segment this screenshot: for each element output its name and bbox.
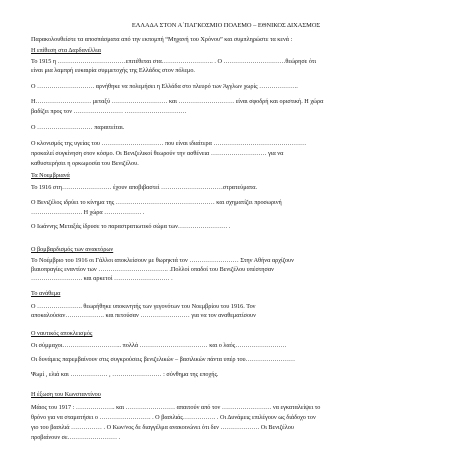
- text-line: ……………………. Η χώρα ……………… .: [31, 209, 145, 216]
- text-line: Οι σύμμαχοι……………………….. πολλά …………………………… και ο λαός…………………….: [31, 342, 287, 349]
- text-line: Ο Βενιζέλος ιδρύει το κίνημα της ………………………………………… και σχηματίζει προσωρινή: [31, 199, 282, 206]
- section-heading: Το ανάθεμα: [31, 290, 61, 297]
- text-line: Οι δυνάμεις παρεμβαίνουν στις συγκρούσεις βενιζελικών – βασιλικών πάντα υπέρ του……………………: [31, 356, 296, 363]
- text-line: ……………………. και αρκετοί ……………………… .: [31, 275, 173, 282]
- text-line: Ο ……………………… παραιτείται.: [31, 124, 125, 131]
- section-heading: Ο ναυτικός αποκλεισμός: [31, 330, 93, 337]
- text-line: βιαιοπραγίες εναντίον των ……………………………. .Πολλοί οπαδοί του Βενιζέλου υπέστησαν: [31, 266, 274, 273]
- text-line: προκαλεί συγκίνηση στον κόσμο. Οι Βενιζελικοί θεωρούν την ασθένεια ……………………… για να: [31, 150, 284, 157]
- section-heading: Τα Νοεμβριανά: [31, 172, 70, 179]
- text-line: βαδίζει προς τον …………………… …………………………: [31, 108, 187, 115]
- text-line: Μάιος του 1917 : ………………. και …………………… απαιτούν από τον …………………… να εγκαταλείψει το: [31, 404, 321, 411]
- section-heading: Η επίθεση στα Δαρδανέλλια: [31, 47, 102, 54]
- text-line: είναι μια λαμπρή ευκαιρία συμμετοχής της Ελλάδος στον πόλεμο.: [31, 67, 195, 74]
- text-line: Ο κλονισμός της υγείας του ………………………… που είναι ιδιαίτερα ………………………………………: [31, 140, 307, 147]
- text-line: Το 1915 η ……………………………επιτέθεται στα……………………. . Ο …………………………θεώρησε ότι: [31, 58, 317, 65]
- section-heading: Η έξωση του Κωνσταντίνου: [31, 391, 101, 398]
- text-line: Ο ………………………. αρνήθηκε να πολεμήσει η Ελλάδα στο πλευρό των Άγγλων χωρίς ……………….: [31, 83, 298, 90]
- page-title: ΕΛΛΑΔΑ ΣΤΟΝ Α΄ΠΑΓΚΟΣΜΙΟ ΠΟΛΕΜΟ – ΕΘΝΙΚΟΣ ΔΙΧΑΣΜΟΣ: [131, 22, 321, 29]
- intro-text: Παρακολουθείστε τα αποσπάσματα από την εκπομπή “Μηχανή του Χρόνου” και συμπληρώστε τα κενά :: [31, 36, 293, 43]
- text-line: γιο του βασιλιά …………… . Ο Κων/νος δε διαγγέλμα ανακοινώνει ότι δεν ………………. Οι Βενιζέλου: [31, 424, 294, 431]
- text-line: Το Νοέμβριο του 1916 οι Γάλλοι αποκλείσουν με θωρηκτά τον …………………… Στην Αθήνα αρχίζουν: [31, 257, 294, 264]
- text-line: προβαίνουν σε…………………… .: [31, 434, 121, 441]
- text-line: καθυστερήσει η ορκωμοσία του Βενιζέλου.: [31, 160, 139, 167]
- text-line: Ο …………………. θεωρήθηκε υποκινητής των γεγονότων του Νοεμβρίου του 1916. Τον: [31, 303, 256, 310]
- section-heading: Ο βομβαρδισμός των ανακτόρων: [31, 246, 114, 253]
- text-line: Η……………………… μεταξύ ……………………… και ……………………… είναι σφοδρή και οριστική. Η χώρα: [31, 98, 324, 105]
- text-line: Ο Ιωάννης Μεταξάς ίδρυσε το παραστρατιωτικό σώμα των…………………… .: [31, 223, 231, 230]
- text-line: θρόνο για να σταματήσει ο ……………………. . Ο βασιλιάς……………. . Οι Δυνάμεις επιλέγουν ως διάδοχο τον: [31, 414, 316, 421]
- text-line: Το 1916 στη…………………… έχουν αποβιβαστεί …………………………στρατεύματα.: [31, 184, 258, 191]
- text-line: Ψωμί , ελιά και ……………… , …………………… : σύνθημα της εποχής.: [31, 371, 219, 378]
- text-line: αποκαλούσαν………………. και πετούσαν …………………… για να τον αναθεματίσουν: [31, 312, 256, 319]
